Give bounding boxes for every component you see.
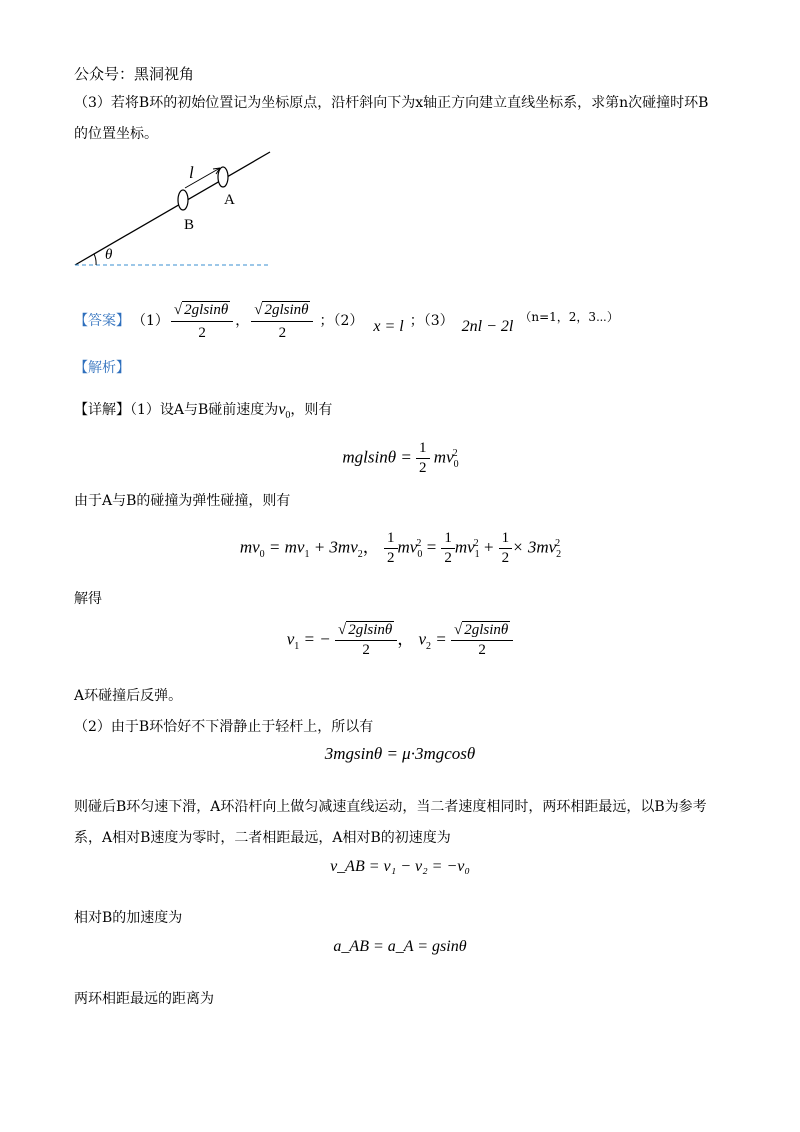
answer-fraction-2-numerator: 2glsinθ: [264, 301, 309, 318]
eq1-left: mglsinθ =: [342, 447, 412, 467]
detail-step-2: （2）由于B环恰好不下滑静止于轻杆上，所以有: [74, 719, 374, 735]
detail-tag: 【详解】: [74, 402, 130, 418]
equation-relative-acceleration: a_AB = a_A = gsinθ: [333, 938, 467, 955]
answer-fraction-1-denominator: 2: [198, 324, 206, 341]
analysis-tag: 【解析】: [74, 360, 130, 376]
text-relative-acceleration: 相对B的加速度为: [74, 910, 183, 926]
watermark-text: 公众号：黑洞视角: [74, 65, 195, 83]
answer-3-value: 2nl − 2l: [461, 318, 514, 335]
eq1-right: mv: [433, 447, 454, 467]
answer-part-3: ；（3）: [409, 313, 454, 329]
ring-a: [218, 167, 228, 187]
label-a: A: [224, 192, 235, 208]
equation-velocities: $v_1$ = − $\frac{√ 2glsin\theta}{2}$ ， $v_2$ = $\frac{√ 2glsin\theta}{2}$: [0, 622, 800, 659]
text-solve: 解得: [74, 591, 102, 607]
ring-b: [178, 190, 188, 210]
symbol-v0: $v_0$: [278, 401, 291, 422]
text-relative-motion-1: 则碰后B环匀速下滑，A环沿杆向上做匀减速直线运动，当二者速度相同时，两环相距最远，以B为参考: [74, 799, 707, 815]
question-line-1: （3）若将B环的初始位置记为坐标原点，沿杆斜向下为x轴正方向建立直线坐标系，求第n次碰撞时环B: [74, 95, 709, 111]
detail-step-1-text-a: （1）设A与B碰前速度为: [130, 402, 279, 418]
question-line-2: 的位置坐标。: [74, 126, 158, 142]
angle-arc: [94, 254, 96, 265]
answer-line: [74, 300, 619, 342]
text-relative-motion-2: 系，A相对B速度为零时，二者相距最远，A相对B的初速度为: [74, 830, 451, 846]
detail-step-1-text-b: ，则有: [290, 402, 333, 418]
detail-step-1: [74, 400, 332, 426]
answer-part-2: ；（2）: [319, 313, 364, 329]
answer-part-1: （1）: [132, 313, 169, 329]
text-rebound: A环碰撞后反弹。: [74, 688, 183, 704]
answer-fraction-2: $\frac{√ 2glsin\theta}{2}$: [251, 300, 313, 343]
label-l: l: [189, 163, 194, 182]
answer-2-value: x = l: [373, 318, 404, 335]
equation-elastic-collision: $mv_0 = mv_1 + 3mv_2$， $\frac{1}{2}$ $mv_0^2$ = $\frac{1}{2}$ $mv_1^2$ + $\frac{1}{2}$ × $3mv_2^2$: [239, 530, 562, 566]
equation-friction: 3mgsinθ = μ·3mgcosθ: [324, 744, 476, 763]
answer-fraction-1-numerator: 2glsinθ: [184, 301, 229, 318]
answer-fraction-1: $\frac{√ 2glsin\theta}{2}$: [171, 300, 233, 343]
text-elastic: 由于A与B的碰撞为弹性碰撞，则有: [74, 493, 291, 509]
text-max-distance: 两环相距最远的距离为: [74, 991, 214, 1007]
answer-separator: ，: [235, 313, 250, 329]
label-theta: θ: [105, 247, 113, 263]
answer-fraction-2-denominator: 2: [278, 324, 287, 341]
answer-tag: 【答案】: [74, 313, 130, 329]
equation-relative-velocity: v_AB = v₁ − v₂ = −v₀: [330, 858, 470, 875]
equation-energy: mglsinθ = $\frac{1}{2}$ $mv_0^2$: [342, 440, 459, 476]
label-b: B: [184, 217, 195, 233]
eq1-half: $\frac{1}{2}$: [416, 440, 430, 477]
answer-note: （n=1，2，3⋯）: [519, 310, 619, 324]
incline-rod-figure: [70, 145, 280, 275]
